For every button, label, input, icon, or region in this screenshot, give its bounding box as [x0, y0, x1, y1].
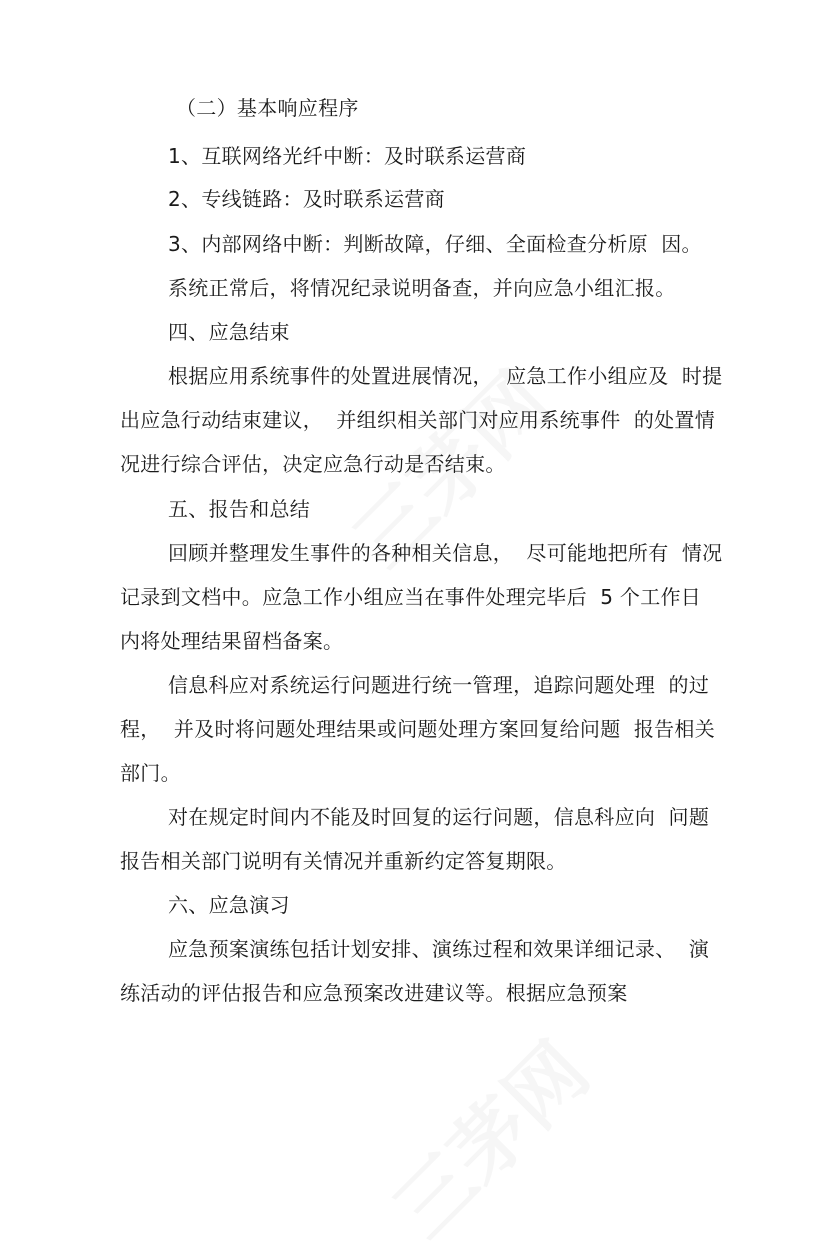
paragraph-line: 根据应用系统事件的处置进展情况， 应急工作小组应及 时提: [168, 364, 723, 388]
section-heading-4: 四、应急结束: [168, 320, 290, 344]
paragraph-line: 信息科应对系统运行问题进行统一管理，追踪问题处理 的过: [168, 673, 710, 697]
watermark-bottom: [365, 1014, 610, 1258]
paragraph-line: 报告相关部门说明有关情况并重新约定答复期限。: [120, 849, 567, 873]
paragraph-line: 部门。: [120, 761, 181, 785]
paragraph-report: 系统正常后，将情况纪录说明备查，并向应急小组汇报。: [168, 276, 676, 300]
heading-basic-response: （二）基本响应程序: [176, 96, 359, 120]
paragraph-line: 出应急行动结束建议， 并组织相关部门对应用系统事件 的处置情: [120, 408, 716, 432]
paragraph-line: 记录到文档中。应急工作小组应当在事件处理完毕后 5 个工作日: [120, 585, 702, 609]
section-heading-5: 五、报告和总结: [168, 497, 311, 521]
list-item-3: 3、内部网络中断：判断故障，仔细、全面检查分析原 因。: [168, 232, 702, 256]
paragraph-line: 对在规定时间内不能及时回复的运行问题，信息科应向 问题: [168, 805, 710, 829]
list-item-2: 2、专线链路：及时联系运营商: [168, 187, 445, 211]
paragraph-line: 程， 并及时将问题处理结果或问题处理方案回复给问题 报告相关: [120, 717, 716, 741]
section-heading-6: 六、应急演习: [168, 893, 290, 917]
paragraph-line: 应急预案演练包括计划安排、演练过程和效果详细记录、 演: [168, 937, 710, 961]
paragraph-line: 况进行综合评估，决定应急行动是否结束。: [120, 452, 506, 476]
paragraph-line: 回顾并整理发生事件的各种相关信息， 尽可能地把所有 情况: [168, 541, 723, 565]
paragraph-line: 内将处理结果留档备案。: [120, 629, 344, 653]
list-item-1: 1、互联网络光纤中断：及时联系运营商: [168, 144, 527, 168]
paragraph-line: 练活动的评估报告和应急预案改进建议等。根据应急预案: [120, 981, 628, 1005]
